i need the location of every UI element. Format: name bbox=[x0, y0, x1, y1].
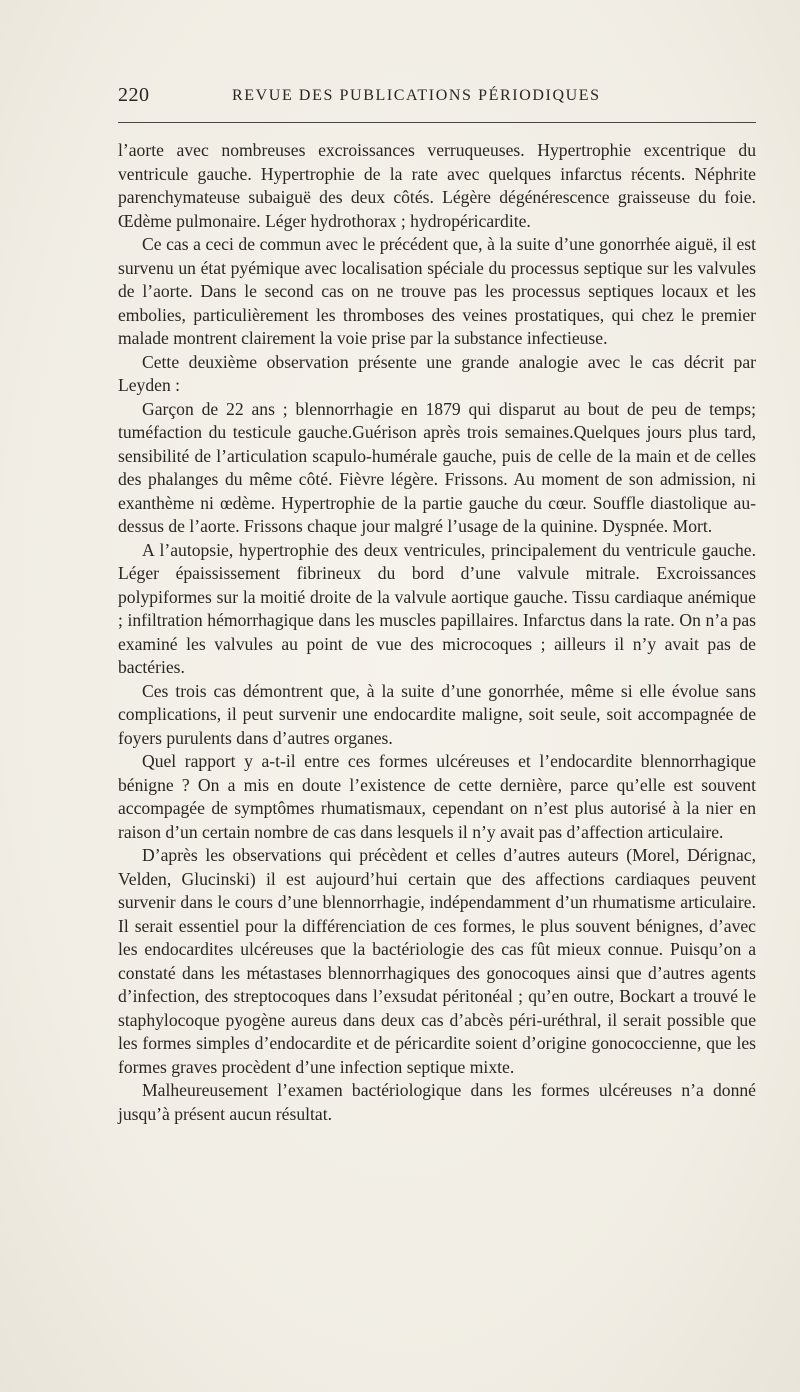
paragraph: Ces trois cas démontrent que, à la suite d’une gonorrhée, même si elle évolue sans complications, il peut survenir une endocardite maligne, soit seule, soit accompagnée de foyers purulents dans d’autres organes. bbox=[118, 680, 756, 748]
paragraph: Quel rapport y a-t-il entre ces formes ulcéreuses et l’endocardite blennorrhagique bénigne ? On a mis en doute l’existence de cette dernière, parce qu’elle est souvent accompagée de symptômes rhumatismaux, cependant on n’est plus autorisé à la nier en raison d’un certain nombre de cas dans lesquels il n’y avait pas d’affection articulaire. bbox=[118, 751, 756, 842]
page-header bbox=[118, 84, 758, 112]
paragraph: D’après les observations qui précèdent et celles d’autres auteurs (Morel, Dérignac, Velden, Glucinski) il est aujourd’hui certain que des affections cardiaques peuvent survenir dans le cours d’une blennorrhagie, indépendamment d’un rhumatisme articulaire. Il serait essentiel pour la différenciation de ces formes, le plus souvent bénignes, d’avec les endocardites ulcéreuses que la bactériologie des cas fût mieux connue. Puisqu’on a constaté dans les métastases blennorrhagiques des gonocoques ainsi que d’autres agents d’infection, des streptocoques dans l’exsudat péritonéal ; qu’en outre, Bockart a trouvé le staphylocoque pyogène aureus dans deux cas d’abcès péri-uréthral, il serait possible que les formes simples d’endocardite et de péricardite soient d’origine gonococcienne, que les formes graves procèdent d’une infection septique mixte. bbox=[118, 845, 756, 1077]
paragraph: Ce cas a ceci de commun avec le précédent que, à la suite d’une gonorrhée aiguë, il est survenu un état pyémique avec localisation spéciale du processus septique sur les valvules de l’aorte. Dans le second cas on ne trouve pas les processus septiques locaux et les embolies, particulièrement les thromboses des veines prostatiques, qui chez le premier malade montrent clairement la voie prise par la substance infectieuse. bbox=[118, 234, 756, 348]
page-number: 220 bbox=[118, 84, 150, 106]
running-title: REVUE DES PUBLICATIONS PÉRIODIQUES bbox=[232, 87, 601, 104]
paragraph: Malheureusement l’examen bactériologique dans les formes ulcéreuses n’a donné jusqu’à présent aucun résultat. bbox=[118, 1080, 756, 1124]
paragraph: A l’autopsie, hypertrophie des deux ventricules, principalement du ventricule gauche. Léger épaississement fibrineux du bord d’une valvule mitrale. Excroissances polypiformes sur la moitié droite de la valvule aortique gauche. Tissu cardiaque anémique ; infiltration hémorrhagique dans les muscles papillaires. Infarctus dans la rate. On n’a pas examiné les valvules au point de vue des microcoques ; ailleurs il n’y avait pas de bactéries. bbox=[118, 539, 756, 677]
paragraph: Garçon de 22 ans ; blennorrhagie en 1879 qui disparut au bout de peu de temps; tuméfaction du testicule gauche.Guérison après trois semaines.Quelques jours plus tard, sensibilité de l’articulation scapulo-humérale gauche, puis de celle de la main et de celles des phalanges du même côté. Fièvre légère. Frissons. Au moment de son admission, ni exanthème ni œdème. Hypertrophie de la partie gauche du cœur. Souffle diastolique au-dessus de l’aorte. Frissons chaque jour malgré l’usage de la quinine. Dyspnée. Mort. bbox=[118, 398, 756, 536]
body-text bbox=[118, 139, 756, 1126]
header-rule bbox=[118, 122, 756, 123]
paragraph: l’aorte avec nombreuses excroissances verruqueuses. Hypertrophie excentrique du ventricule gauche. Hypertrophie de la rate avec quelques infarctus récents. Néphrite parenchymateuse subaiguë des deux côtés. Légère dégénérescence graisseuse du foie. Œdème pulmonaire. Léger hydrothorax ; hydropéricardite. bbox=[118, 140, 756, 231]
paragraph: Cette deuxième observation présente une grande analogie avec le cas décrit par Leyden : bbox=[118, 351, 756, 395]
